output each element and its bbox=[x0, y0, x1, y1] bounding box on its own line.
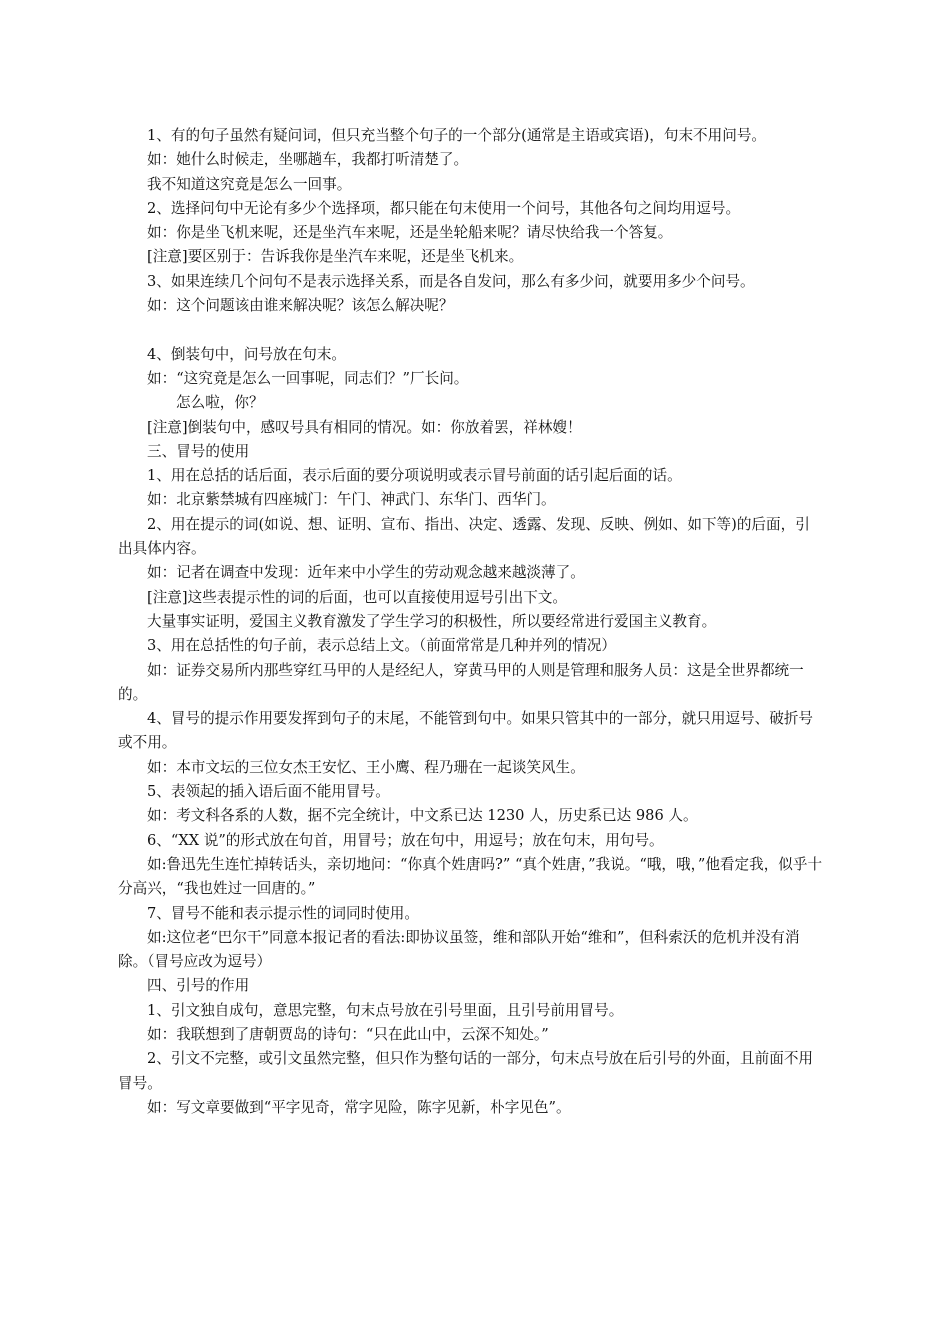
paragraph: 如：这个问题该由谁来解决呢？该怎么解决呢？ bbox=[147, 297, 454, 315]
paragraph: 如：你是坐飞机来呢，还是坐汽车来呢，还是坐轮船来呢？请尽快给我一个答复。 bbox=[147, 224, 673, 242]
paragraph: 如：记者在调查中发现：近年来中小学生的劳动观念越来越淡薄了。 bbox=[147, 564, 585, 582]
paragraph: 3、用在总括性的句子前，表示总结上文。（前面常常是几种并列的情况） bbox=[147, 637, 616, 655]
paragraph: 1、用在总括的话后面，表示后面的要分项说明或表示冒号前面的话引起后面的话。 bbox=[147, 467, 682, 485]
document-body bbox=[118, 124, 824, 1120]
paragraph: [注意]倒装句中，感叹号具有相同的情况。如：你放着罢，祥林嫂！ bbox=[147, 418, 582, 436]
paragraph: 5、表领起的插入语后面不能用冒号。 bbox=[147, 783, 390, 801]
paragraph: [注意]要区别于：告诉我你是坐汽车来呢，还是坐飞机来。 bbox=[147, 248, 524, 266]
section-heading: 三、冒号的使用 bbox=[147, 442, 250, 460]
blank-line bbox=[118, 318, 824, 342]
paragraph: 4、冒号的提示作用要发挥到句子的末尾，不能管到句中。如果只管其中的一部分，就只用逗号、破折号或不用。 bbox=[118, 710, 814, 752]
paragraph: 1、引文独自成句，意思完整，句末点号放在引号里面，且引号前用冒号。 bbox=[147, 1001, 624, 1019]
paragraph: 怎么啦，你？ bbox=[176, 394, 264, 412]
paragraph: 2、选择问句中无论有多少个选择项，都只能在句末使用一个问号，其他各句之间均用逗号。 bbox=[147, 199, 741, 217]
paragraph: 如：我联想到了唐朝贾岛的诗句：“只在此山中，云深不知处。” bbox=[147, 1025, 549, 1043]
paragraph: 如:鲁迅先生连忙掉转话头，亲切地问：“你真个姓唐吗?” “真个姓唐，”我说。“哦，哦，”他看定我，似乎十分高兴，“我也姓过一回唐的。” bbox=[118, 855, 823, 898]
paragraph: 4、倒装句中，问号放在句末。 bbox=[147, 345, 347, 363]
paragraph: 6、“XX 说”的形式放在句首，用冒号；放在句中，用逗号；放在句末，用句号。 bbox=[147, 831, 664, 849]
paragraph: 如：她什么时候走，坐哪趟车，我都打听清楚了。 bbox=[147, 151, 469, 169]
paragraph: 如：本市文坛的三位女杰王安忆、王小鹰、程乃珊在一起谈笑风生。 bbox=[147, 758, 585, 776]
paragraph: 1、有的句子虽然有疑问词，但只充当整个句子的一个部分(通常是主语或宾语)，句末不用问号。 bbox=[147, 127, 767, 144]
paragraph: 大量事实证明，爱国主义教育激发了学生学习的积极性，所以要经常进行爱国主义教育。 bbox=[147, 612, 717, 630]
paragraph: 7、冒号不能和表示提示性的词同时使用。 bbox=[147, 904, 419, 922]
paragraph: 2、用在提示的词(如说、想、证明、宣布、指出、决定、透露、发现、反映、例如、如下等)的后面，引出具体内容。 bbox=[118, 515, 810, 558]
section-heading: 四、引号的作用 bbox=[147, 977, 250, 995]
paragraph: 如：“这究竟是怎么一回事呢，同志们？”厂长问。 bbox=[147, 369, 469, 387]
paragraph: 如：写文章要做到“平字见奇，常字见险，陈字见新，朴字见色”。 bbox=[147, 1098, 571, 1116]
paragraph: 我不知道这究竟是怎么一回事。 bbox=[147, 175, 352, 193]
paragraph: 如：北京紫禁城有四座城门：午门、神武门、东华门、西华门。 bbox=[147, 491, 556, 509]
paragraph: [注意]这些表提示性的词的后面，也可以直接使用逗号引出下文。 bbox=[147, 588, 568, 606]
paragraph: 2、引文不完整，或引文虽然完整，但只作为整句话的一部分，句末点号放在后引号的外面，且前面不用冒号。 bbox=[118, 1050, 814, 1092]
paragraph: 3、如果连续几个问句不是表示选择关系，而是各自发问，那么有多少问，就要用多少个问号。 bbox=[147, 272, 755, 290]
paragraph: 如：考文科各系的人数，据不完全统计，中文系已达 1230 人，历史系已达 986 人。 bbox=[147, 807, 698, 825]
paragraph: 如:这位老“巴尔干”同意本报记者的看法:即协议虽签，维和部队开始“维和”，但科索沃的危机并没有消除。（冒号应改为逗号） bbox=[118, 928, 800, 971]
paragraph: 如：证券交易所内那些穿红马甲的人是经纪人，穿黄马甲的人则是管理和服务人员：这是全世界都统一的。 bbox=[118, 661, 804, 703]
